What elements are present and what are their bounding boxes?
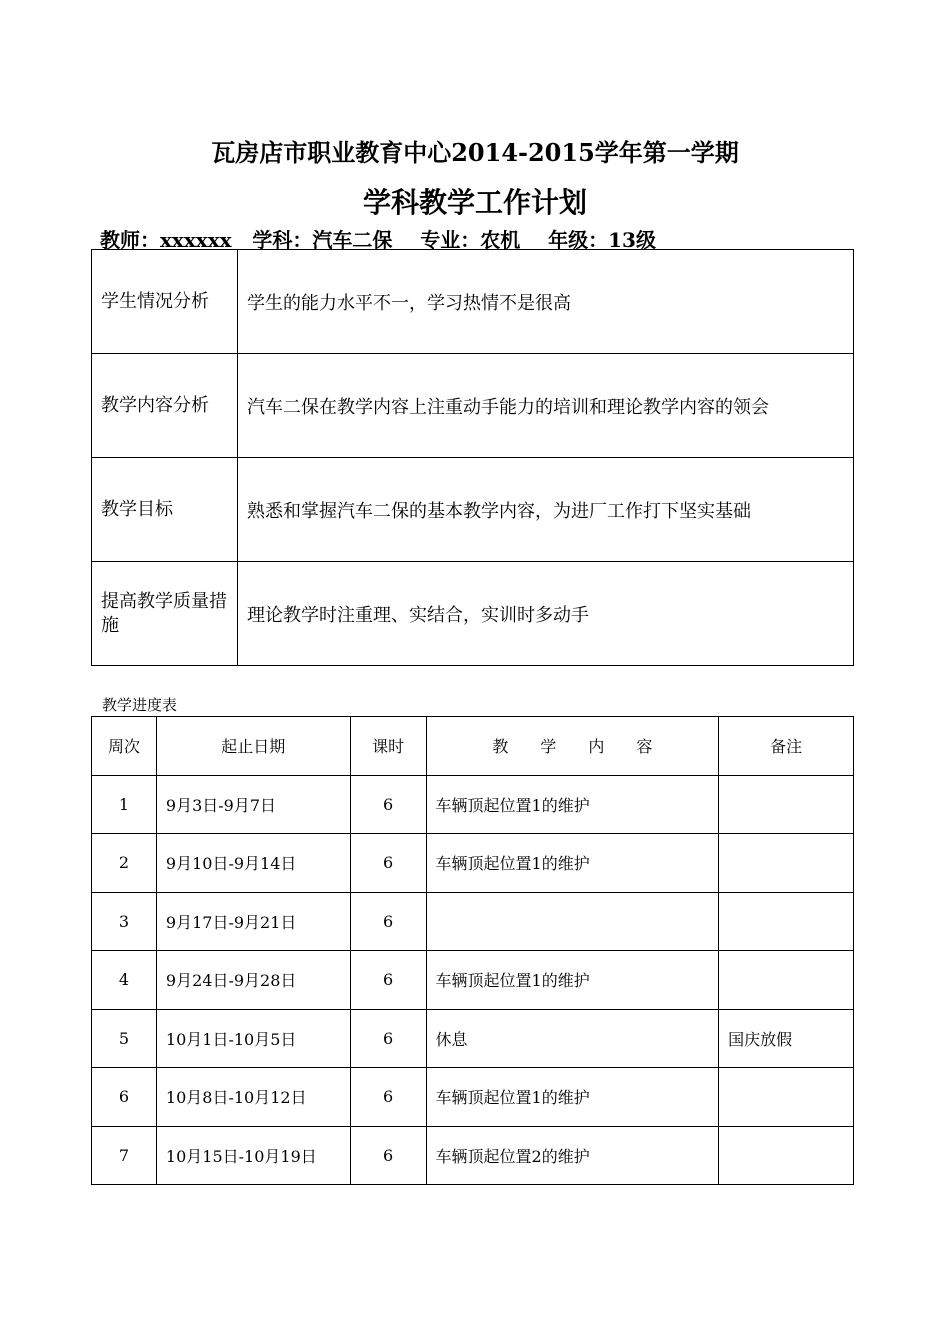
header-dates: 起止日期: [156, 717, 350, 776]
analysis-value: 理论教学时注重理、实结合，实训时多动手: [238, 562, 854, 666]
remarks-cell: [719, 1126, 854, 1185]
analysis-row: [92, 458, 854, 562]
week-cell: 1: [92, 775, 157, 834]
header-hours: 课时: [350, 717, 426, 776]
table-row: [92, 834, 854, 893]
document-title: 瓦房店市职业教育中心2014-2015学年第一学期: [211, 138, 739, 167]
week-cell: 6: [92, 1068, 157, 1127]
week-cell: 2: [92, 834, 157, 893]
hours-cell: 6: [350, 775, 426, 834]
week-cell: 3: [92, 892, 157, 951]
analysis-row: [92, 354, 854, 458]
content-cell: 车辆顶起位置1的维护: [426, 775, 719, 834]
analysis-label: 学生情况分析: [92, 250, 238, 354]
schedule-header-row: [92, 717, 854, 776]
remarks-cell: 国庆放假: [719, 1009, 854, 1068]
week-cell: 7: [92, 1126, 157, 1185]
remarks-cell: [719, 1068, 854, 1127]
hours-cell: 6: [350, 1068, 426, 1127]
week-cell: 5: [92, 1009, 157, 1068]
schedule-table: [91, 716, 854, 1185]
header-remarks: 备注: [719, 717, 854, 776]
analysis-row: [92, 250, 854, 354]
table-row: [92, 892, 854, 951]
date-cell: 10月1日-10月5日: [156, 1009, 350, 1068]
analysis-label: 教学内容分析: [92, 354, 238, 458]
date-cell: 9月3日-9月7日: [156, 775, 350, 834]
analysis-row: [92, 562, 854, 666]
document-subtitle: 学科教学工作计划: [362, 186, 587, 219]
analysis-label: 教学目标: [92, 458, 238, 562]
table-row: [92, 1009, 854, 1068]
content-cell: 休息: [426, 1009, 719, 1068]
table-row: [92, 1126, 854, 1185]
date-cell: 9月24日-9月28日: [156, 951, 350, 1010]
hours-cell: 6: [350, 1126, 426, 1185]
content-cell: 车辆顶起位置1的维护: [426, 834, 719, 893]
analysis-label: 提高教学质量措施: [92, 562, 238, 666]
hours-cell: 6: [350, 1009, 426, 1068]
content-cell: 车辆顶起位置1的维护: [426, 951, 719, 1010]
analysis-value: 汽车二保在教学内容上注重动手能力的培训和理论教学内容的领会: [238, 354, 854, 458]
table-row: [92, 951, 854, 1010]
date-cell: 10月8日-10月12日: [156, 1068, 350, 1127]
hours-cell: 6: [350, 892, 426, 951]
content-cell: 车辆顶起位置1的维护: [426, 1068, 719, 1127]
analysis-value: 学生的能力水平不一，学习热情不是很高: [238, 250, 854, 354]
date-cell: 9月10日-9月14日: [156, 834, 350, 893]
analysis-value: 熟悉和掌握汽车二保的基本教学内容，为进厂工作打下坚实基础: [238, 458, 854, 562]
date-cell: 10月15日-10月19日: [156, 1126, 350, 1185]
teacher-info-line: 教师：xxxxxx 学科：汽车二保 专业：农机 年级：13级: [100, 228, 656, 252]
remarks-cell: [719, 775, 854, 834]
remarks-cell: [719, 951, 854, 1010]
remarks-cell: [719, 834, 854, 893]
hours-cell: 6: [350, 951, 426, 1010]
analysis-table: [91, 249, 854, 666]
header-week: 周次: [92, 717, 157, 776]
content-cell: [426, 892, 719, 951]
header-content: 教 学 内 容: [426, 717, 719, 776]
week-cell: 4: [92, 951, 157, 1010]
hours-cell: 6: [350, 834, 426, 893]
table-row: [92, 1068, 854, 1127]
content-cell: 车辆顶起位置2的维护: [426, 1126, 719, 1185]
remarks-cell: [719, 892, 854, 951]
table-row: [92, 775, 854, 834]
schedule-caption: 教学进度表: [102, 696, 178, 714]
date-cell: 9月17日-9月21日: [156, 892, 350, 951]
